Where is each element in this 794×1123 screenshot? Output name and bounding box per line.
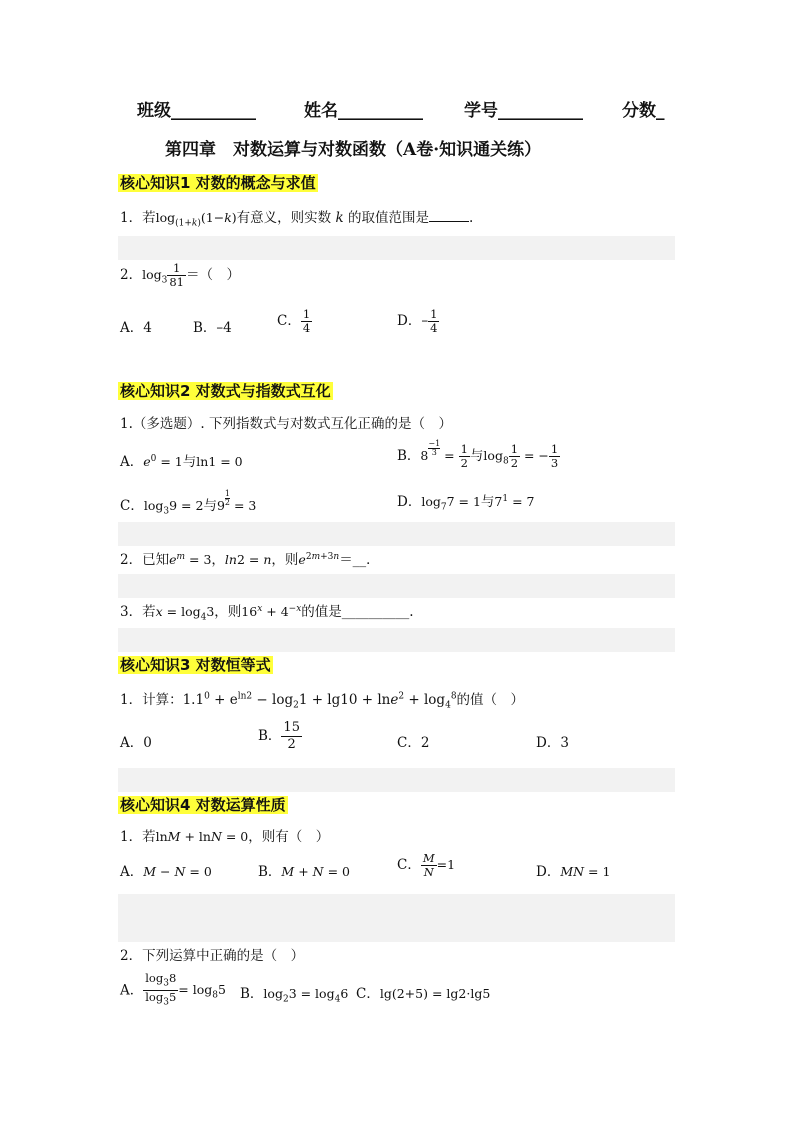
question-2-1: 1.（多选题）. 下列指数式与对数式互化正确的是（ ） bbox=[120, 416, 452, 432]
answer-area[interactable] bbox=[118, 628, 675, 652]
option-4-2-a[interactable]: A． $\frac{\log_38}{\log_35}$ = $\log_85$ bbox=[120, 971, 226, 1008]
option-3-1-b[interactable]: B． $\frac{15}{2}$ bbox=[258, 720, 300, 752]
question-4-2: 2．下列运算中正确的是（ ） bbox=[120, 948, 305, 964]
option-4-2-b[interactable]: B．$\log_23 = \log_46$ bbox=[240, 986, 349, 1005]
option-1-2-c[interactable]: C． $\frac{1}{4}$ bbox=[277, 307, 311, 335]
question-1-2: 2．$\log_3$ $\frac{1}{81}$ ＝（ ） bbox=[120, 261, 240, 289]
page-title: 第四章 对数运算与对数函数（A卷·知识通关练） bbox=[165, 140, 542, 160]
option-1-2-b[interactable]: B．–4 bbox=[193, 320, 232, 336]
option-4-1-b[interactable]: B．M + N = 0 bbox=[258, 864, 350, 880]
option-4-2-c[interactable]: C．lg(2+5) = lg2·lg5 bbox=[356, 986, 491, 1002]
question-3-1: 1．计算：$1.1^0 + e^{ln2} - \log_21 + \lg 10 + \ln e^2 + \log_4^8$的值（ ） bbox=[120, 691, 525, 711]
option-2-1-a[interactable]: A．$e^0 = 1$与ln1 = 0 bbox=[120, 453, 243, 470]
option-1-2-a[interactable]: A．4 bbox=[120, 320, 152, 336]
question-1-1: 1．若$\log_{(1+k)}(1-k)$有意义，则实数 k 的取值范围是 . bbox=[120, 210, 474, 229]
option-4-1-d[interactable]: D．MN = 1 bbox=[536, 864, 611, 880]
answer-area[interactable] bbox=[118, 894, 675, 942]
answer-area[interactable] bbox=[118, 236, 675, 260]
section-title-3: 核心知识3 对数恒等式 bbox=[120, 656, 271, 674]
question-4-1: 1．若lnM + lnN = 0，则有（ ） bbox=[120, 829, 330, 845]
option-4-1-c[interactable]: C． $\frac{M}{N}$ =1 bbox=[397, 851, 456, 879]
option-3-1-d[interactable]: D．3 bbox=[536, 735, 569, 751]
option-3-1-a[interactable]: A．0 bbox=[120, 735, 152, 751]
answer-area[interactable] bbox=[118, 574, 675, 598]
section-title-4: 核心知识4 对数运算性质 bbox=[120, 796, 286, 814]
score-field[interactable]: 分数_ bbox=[622, 101, 665, 121]
section-title-2: 核心知识2 对数式与指数式互化 bbox=[120, 382, 331, 400]
option-2-1-d[interactable]: D．$\log_77 = 1$与$7^1 = 7$ bbox=[397, 493, 535, 513]
option-4-1-a[interactable]: A．M − N = 0 bbox=[120, 864, 212, 880]
option-1-2-d[interactable]: D．– $\frac{1}{4}$ bbox=[397, 307, 438, 335]
class-field[interactable]: 班级__________ bbox=[137, 101, 256, 121]
option-3-1-c[interactable]: C．2 bbox=[397, 735, 430, 751]
question-2-2: 2．已知$e^m = 3$，ln2 = n，则$e^{2m+3n}=\_\_$． bbox=[120, 551, 380, 568]
option-2-1-c[interactable]: C．$\log_39 = 2$与9 $\frac{1}{2}$ = 3 bbox=[120, 489, 257, 517]
question-2-3: 3．若$x = \log_43$，则$16^x + 4^{-x}$的值是__________. bbox=[120, 603, 414, 623]
student-id-field[interactable]: 学号__________ bbox=[464, 101, 583, 121]
answer-area[interactable] bbox=[118, 522, 675, 546]
name-field[interactable]: 姓名__________ bbox=[304, 101, 423, 121]
section-title-1: 核心知识1 对数的概念与求值 bbox=[120, 174, 316, 192]
answer-area[interactable] bbox=[118, 768, 675, 792]
option-2-1-b[interactable]: B．8 $\frac{-1}{3}$ = $\frac{1}{2}$ 与$\log_8$ $\frac{1}{2}$ = − $\frac{1}{3}$ bbox=[397, 439, 559, 471]
